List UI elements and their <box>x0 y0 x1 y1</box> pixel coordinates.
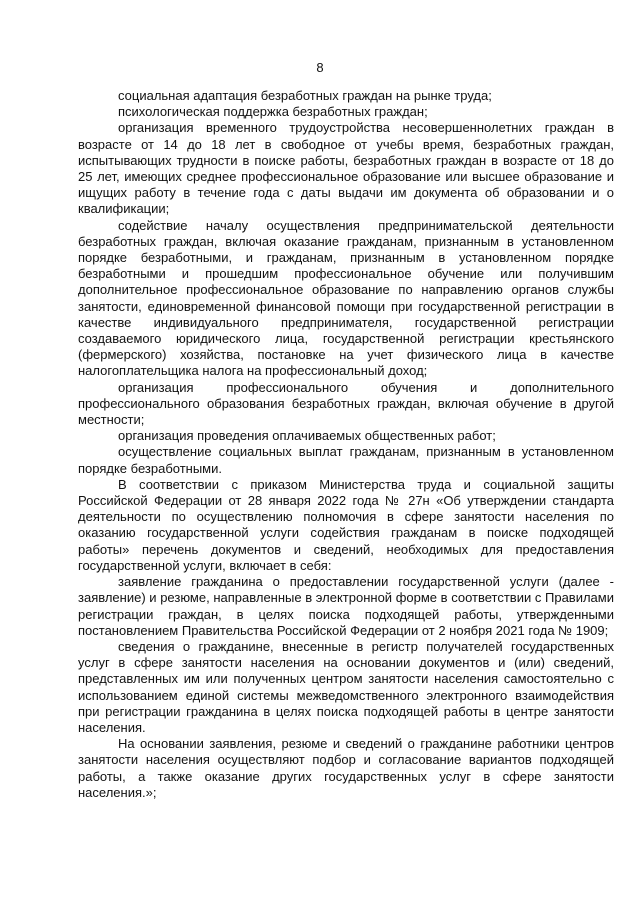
page-number: 8 <box>316 60 324 75</box>
paragraph-application-and-resume: заявление гражданина о предоставлении государственной услуги (далее - заявление) и резюме, направленные в электронной форме в соответствии с Правилами регистрации граждан, в целях поиска подходящей работы, утвержденными постановлением Правительства Российской Федерации от 2 ноября 2021 года № 1909; <box>78 574 614 638</box>
paragraph-public-works: организация проведения оплачиваемых общественных работ; <box>118 428 496 444</box>
paragraph-ministry-order: В соответствии с приказом Министерства труда и социальной защиты Российской Федерации от 28 января 2022 года № 27н «Об утверждении стандарта деятельности по осуществлению полномочия в сфере занятости населения по оказанию государственной услуги содействия гражданам в поиске подходящей работы» перечень документов и сведений, необходимых для предоставления государственной услуги, включает в себя: <box>78 476 614 573</box>
paragraph-temporary-employment: организация временного трудоустройства несовершеннолетних граждан в возрасте от 14 до 18 лет в свободное от учебы время, безработных граждан, испытывающих трудности в поиске работы, безработных граждан в возрасте от 18 до 25 лет, имеющих среднее профессиональное образование или высшее образование и ищущих работу в течение года с даты выдачи им документа об образовании и о квалификации; <box>78 120 614 217</box>
paragraph-social-adaptation: социальная адаптация безработных граждан на рынке труда; <box>118 88 492 103</box>
document-body <box>78 88 614 801</box>
paragraph-professional-training: организация профессионального обучения и дополнительного профессионального образования безработных граждан, включая обучение в другой местности; <box>78 379 614 428</box>
paragraph-psychological-support: психологическая поддержка безработных граждан; <box>118 104 428 120</box>
paragraph-entrepreneurship-support: содействие началу осуществления предпринимательской деятельности безработных граждан, включая оказание гражданам, признанным в установленном порядке безработными, и гражданам, признанным в установленном порядке безработными и прошедшим профессиональное обучение или получившим дополнительное профессиональное образование по направлению органов службы занятости, единовременной финансовой помощи при государственной регистрации в качестве индивидуального предпринимателя, государственной регистрации создаваемого юридического лица, государственной регистрации крестьянского (фермерского) хозяйства, постановке на учет физического лица в качестве налогоплательщика налога на профессиональный доход; <box>78 217 614 379</box>
paragraph-social-payments: осуществление социальных выплат гражданам, признанным в установленном порядке безработными. <box>78 444 614 476</box>
paragraph-job-selection: На основании заявления, резюме и сведений о гражданине работники центров занятости населения осуществляют подбор и согласование вариантов подходящей работы, а также оказание других государственных услуг в сфере занятости населения.»; <box>78 736 614 800</box>
paragraph-citizen-registry-info: сведения о гражданине, внесенные в регистр получателей государственных услуг в сфере занятости населения на основании документов и (или) сведений, представленных им или полученных центром занятости населения самостоятельно с использованием единой системы межведомственного электронного взаимодействия при регистрации гражданина в целях поиска подходящей работы в центре занятости населения. <box>78 638 614 735</box>
